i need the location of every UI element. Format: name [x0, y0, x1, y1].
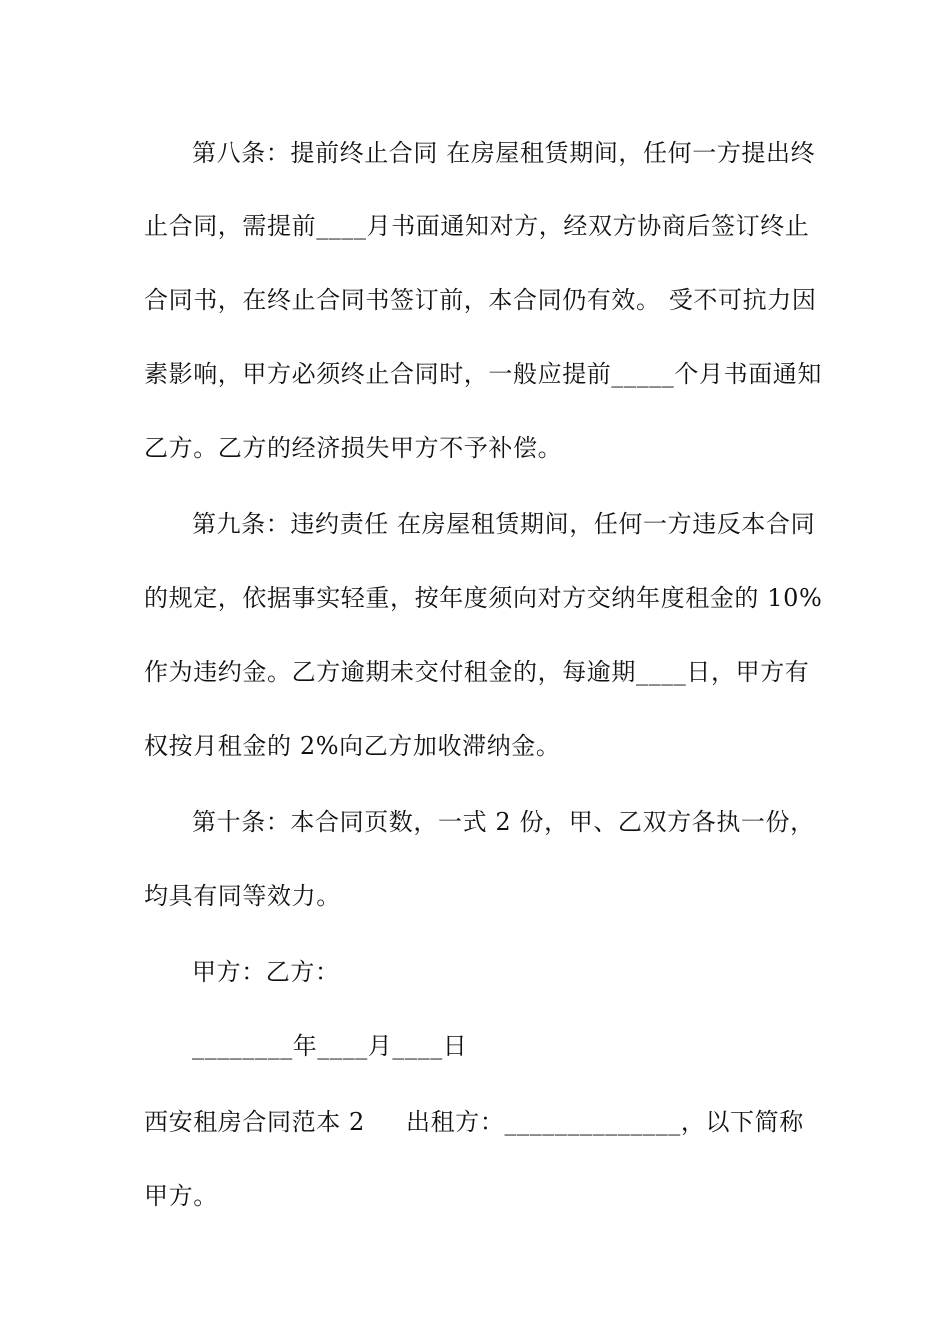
article-9-line-1: 第九条：违约责任 在房屋租赁期间，任何一方违反本合同 [192, 510, 816, 538]
date-line: ________年____月____日 [192, 1032, 468, 1060]
article-8-line-4: 素影响，甲方必须终止合同时，一般应提前_____个月书面通知 [144, 360, 822, 388]
article-10-line-1: 第十条：本合同页数，一式 2 份，甲、乙双方各执一份， [192, 808, 815, 836]
article-9-line-3: 作为违约金。乙方逾期未交付租金的，每逾期____日，甲方有 [144, 658, 810, 686]
article-10-line-2: 均具有同等效力。 [144, 882, 341, 910]
article-9-line-4: 权按月租金的 2%向乙方加收滞纳金。 [144, 732, 561, 760]
article-8-line-1: 第八条：提前终止合同 在房屋租赁期间，任何一方提出终 [192, 139, 816, 167]
article-8-line-3: 合同书，在终止合同书签订前，本合同仍有效。 受不可抗力因 [144, 286, 817, 314]
party-labels: 甲方：乙方： [192, 958, 340, 986]
article-8-line-2: 止合同，需提前____月书面通知对方，经双方协商后签订终止 [144, 212, 810, 240]
contract-2-party-a: 甲方。 [144, 1182, 218, 1210]
contract-2-lessor-line: 西安租房合同范本 2 出租方：______________，以下简称 [144, 1108, 804, 1136]
article-8-line-5: 乙方。乙方的经济损失甲方不予补偿。 [144, 434, 563, 462]
article-9-line-2: 的规定，依据事实轻重，按年度须向对方交纳年度租金的 10% [144, 584, 823, 612]
